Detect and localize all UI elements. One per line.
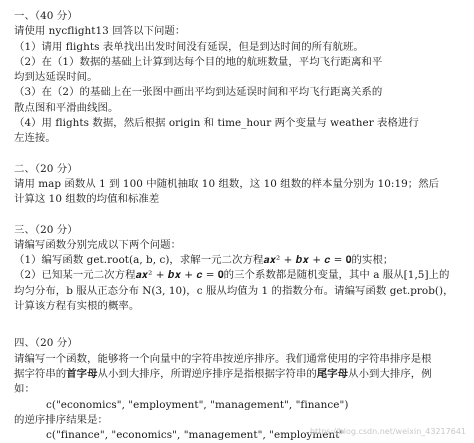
q1-item-1: （1）请用 flights 表单找出出发时间没有延误，但是到达时间的所有航班。 bbox=[14, 40, 364, 53]
q4-line-1: 请编写一个函数，能够将一个向量中的字符串按逆序排序。我们通常使用的字符串排序是根 bbox=[14, 352, 432, 365]
q1-intro: 请使用 nycflight13 回答以下问题： bbox=[14, 25, 186, 38]
q1-item-3-cont: 散点图和平滑曲线图。 bbox=[14, 101, 119, 114]
q4-result-label: 的逆序排序结果是： bbox=[14, 413, 108, 426]
q3-intro: 请编写函数分别完成以下两个问题： bbox=[14, 238, 182, 251]
q3-title: 三、（20 分） bbox=[14, 223, 78, 236]
q1-item-2: （2）在（1）数据的基础上计算到达每个目的地的航班数量，平均飞行距离和平 bbox=[14, 55, 383, 68]
q1-item-4-cont: 左连接。 bbox=[14, 132, 56, 145]
q4-line-2-e: 从小到大排序，例 bbox=[348, 367, 432, 380]
q4-emphasis-first-letter: 首字母 bbox=[66, 367, 98, 380]
q2-line-2: 计算这 10 组数的均值和标准差 bbox=[14, 193, 160, 206]
watermark: https://blog.csdn.net/weixin_43217641 bbox=[309, 427, 466, 436]
q2-line-1: 请用 map 函数从 1 到 100 中随机抽取 10 组数，这 10 组数的样本量分别为 10:19；然后 bbox=[14, 177, 440, 190]
q4-emphasis-last-letter: 尾字母 bbox=[316, 367, 349, 380]
q1-title: 一、（40 分） bbox=[14, 10, 78, 22]
q4-title: 四、（20 分） bbox=[14, 337, 78, 350]
q4-line-3: 如： bbox=[14, 383, 35, 396]
q1-item-2-cont: 均到达延误时间。 bbox=[14, 71, 98, 84]
q3-item-2-cont: 均匀分布，b 服从正态分布 N(3, 10)，c 服从均值为 1 的指数分布。请编写函数 get.prob()， bbox=[14, 284, 454, 297]
q2-title: 二、（20 分） bbox=[14, 162, 78, 175]
q3-item-2: （2）已知某一元二次方程𝒂𝒙² + 𝒃𝒙 + 𝒄 = 𝟎的三个系数都是随机变量，其中 a 服从[1,5]上的 bbox=[14, 269, 450, 282]
q4-line-2-c: 从小到大排序，所谓逆序排序是指根据字符串的 bbox=[97, 367, 317, 380]
q1-item-4: （4）用 flights 数据，然后根据 origin 和 time_hour 两个变量与 weather 表格进行 bbox=[14, 117, 419, 130]
q3-item-2-cont2: 计算该方程有实根的概率。 bbox=[14, 300, 140, 313]
q4-example-output: c("finance", "economics", "management", "employment" bbox=[46, 429, 345, 442]
q1-item-3: （3）在（2）的基础上在一张图中画出平均到达延误时间和平均飞行距离关系的 bbox=[14, 86, 383, 99]
q3-item-1: （1）编写函数 get.root(a, b, c)，求解一元二次方程𝒂𝒙² + 𝒃𝒙 + 𝒄 = 𝟎的实根； bbox=[14, 254, 394, 267]
q4-example-input: c("economics", "employment", "management", "finance") bbox=[46, 398, 349, 411]
q4-line-2-a: 据字符串的 bbox=[14, 367, 67, 380]
q4-line-2 bbox=[14, 367, 462, 382]
